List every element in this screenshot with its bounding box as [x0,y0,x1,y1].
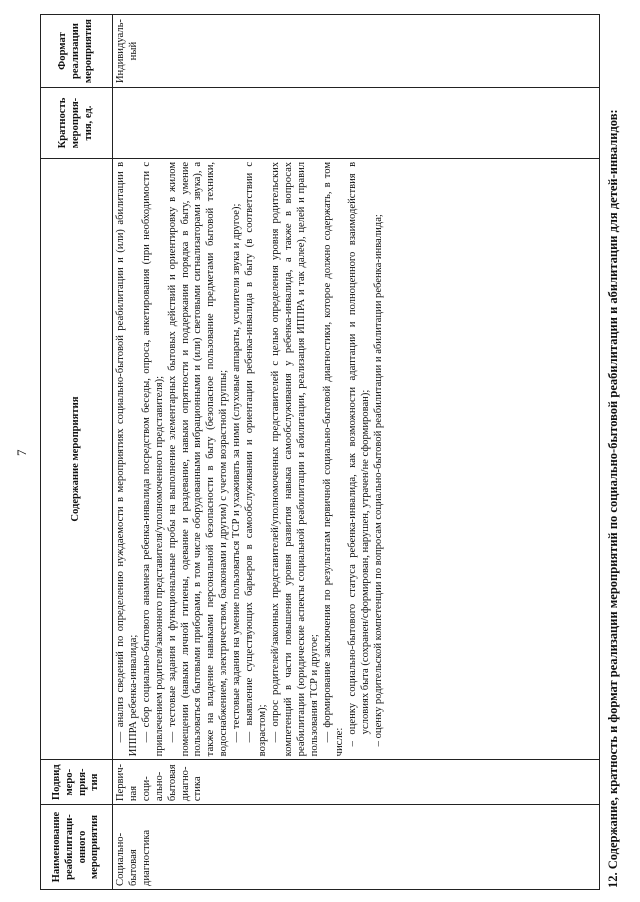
header-content: Содержание мероприятия [41,158,113,759]
content-subitem: – оценку родительской компетенции по вопросам социально-бытовой реабилитации и абилитации ребенка-инвалида; [373,214,385,747]
content-subitem: – оценку социально-бытового статуса ребенка-инвалида, как возможности адаптации и полноценного взаимодействия в условиях быта (сохранен/сформирован, нарушен, утрачен/не сформирован); [347,161,372,747]
content-item: — тестовые задания на умение пользоваться ТСР и ухаживать за ними (слуховые аппараты, усилители звука и другое); [231,203,243,743]
header-name: Наименование реабилитаци-онного мероприятия [41,805,113,890]
header-format: Формат реализации мероприятия [41,15,113,88]
table-row [113,15,600,890]
table-wrapper [40,14,600,890]
content-item: — опрос родителей/законных представителей/уполномоченных представителей с целью определения уровня родительских компетенций в части повышения уровня развития навыка самообслуживания у ребенка-инвалида, а также в вопросах реабилитации (юридические аспекты социальной реабилитации и абилитации, реализация ИППРА и так далее), целей и правил пользования ТСР и другое; [269,161,320,757]
measures-table [40,14,600,890]
row-multiplicity [113,88,600,159]
row-content [113,158,600,759]
row-subtype: Первич-ная соци-ально-бытовая диагно-стика [113,760,600,805]
header-subtype: Подвид меро-прия-тия [41,760,113,805]
row-format: Индивидуаль-ный [113,15,600,88]
section-heading: 12. Содержание, кратность и формат реализации мероприятий по социально-бытовой реабилитации и абилитации для детей-инвалидов: [606,109,620,888]
page-number: 7 [14,449,29,456]
content-item: — выявление существующих барьеров в самообслуживании и ориентации ребенка-инвалида в быту (в соответствии с возрастом); [244,161,268,757]
row-name: Социально-бытовая диагностика [113,805,600,890]
content-item: — сбор социально-бытового анамнеза ребенка-инвалида посредством беседы, опроса, анкетирования (при необходимости с привлечением родителя/законного представителя/уполномоченного представителя); [140,161,165,757]
table-header-row [41,15,113,890]
content-item: — тестовые задания и функциональные пробы на выполнение элементарных бытовых действий и ориентировку в жилом помещении (навыки личной гигиены, одевание и раздевание, навыки опрятности и поддержания порядка в быту, умение пользоваться бытовыми приборами, в том числе оборудованными вибрационными и (или) световыми сигнализаторами звука), а также на владение навыками персональной безопасности в быту (безопасное пользование предметами бытовой техники, водоснабжением, электричеством, балконами и другим) с учетом возрастной группы; [166,161,230,757]
header-multiplicity: Кратность мероприя-тия, ед. [41,88,113,159]
content-item: — формирование заключения по результатам первичной социально-бытовой диагностики, которое должно содержать, в том числе: [321,161,346,757]
content-item: — анализ сведений по определению нуждаемости в мероприятиях социально-бытовой реабилитации и (или) абилитации в ИППРА ребенка-инвалида; [115,161,139,757]
